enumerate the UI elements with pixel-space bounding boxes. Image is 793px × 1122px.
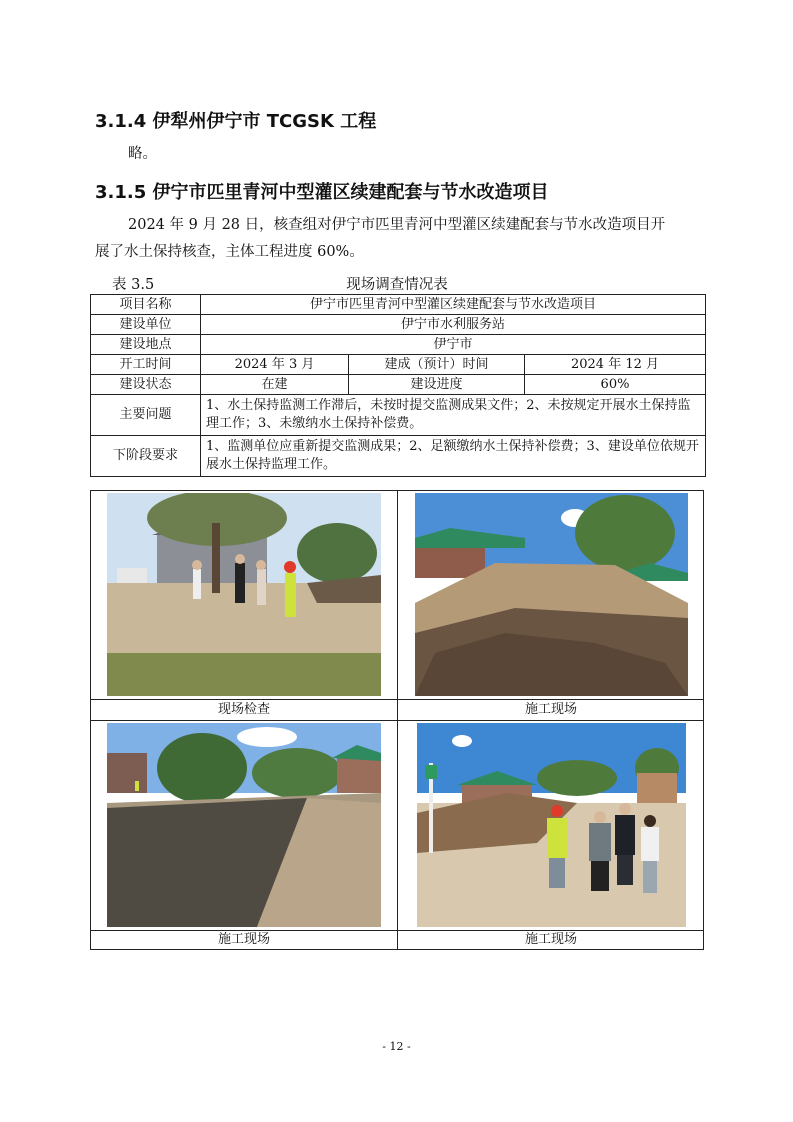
table-row: [91, 315, 706, 335]
unit-value: 伊宁市水利服务站: [201, 315, 706, 335]
project-name-value: 伊宁市匹里青河中型灌区续建配套与节水改造项目: [201, 295, 706, 315]
section-body-3-1-4: 略。: [128, 146, 157, 162]
page-number: - 12 -: [382, 1040, 411, 1053]
photo-construction-soil: [415, 493, 688, 696]
table-row: [91, 436, 706, 477]
photo-caption-4: 施工现场: [524, 932, 577, 947]
table-caption: [90, 273, 704, 293]
status-label: 建设状态: [91, 375, 201, 395]
start-label: 开工时间: [91, 355, 201, 375]
location-value: 伊宁市: [201, 335, 706, 355]
photo-construction-people: [417, 723, 686, 927]
table-row: [91, 295, 706, 315]
photo-grid: [90, 490, 704, 950]
photo-caption-1: 现场检查: [217, 702, 270, 717]
next-value: 1、监测单位应重新提交监测成果；2、足额缴纳水土保持补偿费；3、建设单位依规开展水土保持监理工作。: [201, 436, 706, 477]
photo-site-inspection: [107, 493, 381, 696]
survey-table: [90, 294, 706, 477]
section-heading-3-1-5: 3.1.5 伊宁市匹里青河中型灌区续建配套与节水改造项目: [95, 182, 549, 203]
issues-label: 主要问题: [91, 395, 201, 436]
table-number: 表 3.5: [112, 277, 155, 293]
progress-value: 60%: [525, 375, 706, 395]
table-title: 现场调查情况表: [346, 277, 448, 293]
location-label: 建设地点: [91, 335, 201, 355]
finish-value: 2024 年 12 月: [525, 355, 706, 375]
unit-label: 建设单位: [91, 315, 201, 335]
photo-construction-trench: [107, 723, 381, 927]
start-value: 2024 年 3 月: [201, 355, 349, 375]
table-row: [91, 375, 706, 395]
table-row: [91, 395, 706, 436]
section-body-line-2: 展了水土保持核查，主体工程进度 60%。: [95, 244, 364, 260]
table-row: [91, 355, 706, 375]
project-name-label: 项目名称: [91, 295, 201, 315]
table-row: [91, 335, 706, 355]
section-body-line-1: 2024 年 9 月 28 日，核查组对伊宁市匹里青河中型灌区续建配套与节水改造项目开: [128, 217, 666, 233]
status-value: 在建: [201, 375, 349, 395]
progress-label: 建设进度: [349, 375, 525, 395]
photo-caption-2: 施工现场: [524, 702, 577, 717]
section-heading-3-1-4: 3.1.4 伊犁州伊宁市 TCGSK 工程: [95, 111, 377, 132]
finish-label: 建成（预计）时间: [349, 355, 525, 375]
issues-value: 1、水土保持监测工作滞后，未按时提交监测成果文件；2、未按规定开展水土保持监理工作；3、未缴纳水土保持补偿费。: [201, 395, 706, 436]
photo-caption-3: 施工现场: [217, 932, 270, 947]
next-label: 下阶段要求: [91, 436, 201, 477]
